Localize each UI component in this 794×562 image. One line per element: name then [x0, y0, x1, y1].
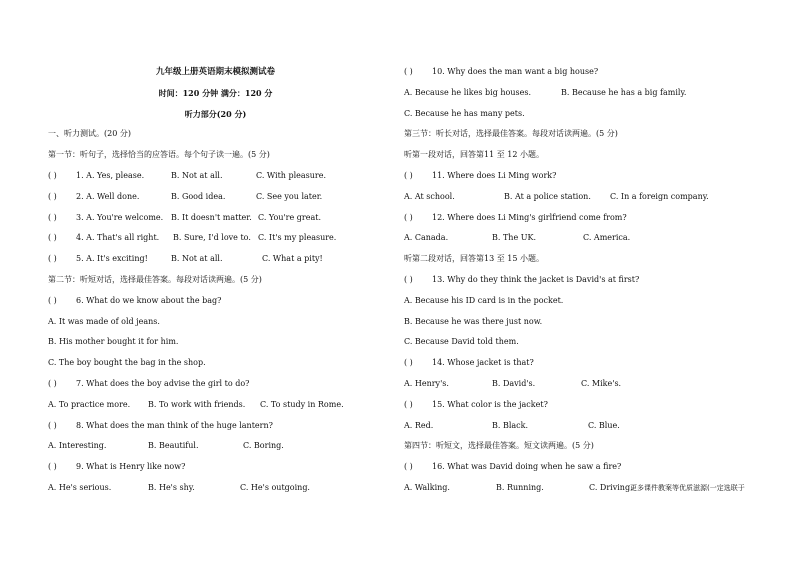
option-b: B. At a police station.	[504, 191, 591, 201]
q13-option-b: B. Because he was there just now.	[404, 316, 543, 326]
option-a: A. Because he likes big houses.	[404, 87, 531, 97]
option-b: B. Good idea.	[171, 191, 226, 201]
question-13	[404, 270, 764, 291]
option-b: B. Not at all.	[171, 170, 223, 180]
time-score-line: 时间：120 分钟 满分：120 分	[158, 87, 273, 98]
question-6	[48, 291, 383, 312]
option-b: B. Black.	[492, 420, 529, 430]
question-stem: 16. What was David doing when he saw a fire?	[432, 462, 622, 472]
answer-paren: ( )	[48, 254, 57, 264]
option-c: C. In a foreign company.	[610, 191, 709, 201]
question-3	[48, 208, 383, 229]
answer-paren: ( )	[404, 358, 413, 368]
question-stem: 14. Whose jacket is that?	[432, 358, 534, 368]
q15-options	[404, 416, 764, 437]
option-c: C. What a pity!	[262, 254, 323, 264]
option-a: A. He's serious.	[48, 482, 112, 492]
question-stem: 9. What is Henry like now?	[76, 462, 186, 472]
part1-heading: 一、听力测试。(20 分)	[48, 129, 131, 139]
question-10	[404, 62, 764, 83]
option-c: C. Driving.	[589, 482, 633, 492]
q13-option-a: A. Because his ID card is in the pocket.	[404, 295, 564, 305]
option-b: B. David's.	[492, 378, 536, 388]
exam-title: 九年级上册英语期末模拟测试卷	[155, 67, 275, 77]
q6-option-b: B. His mother bought it for him.	[48, 337, 179, 347]
dialog1-intro: 听第一段对话，回答第11 至 12 小题。	[404, 150, 544, 160]
option-c: C. America.	[583, 233, 631, 243]
question-5	[48, 249, 383, 270]
listening-section-heading: 听力部分(20 分)	[184, 108, 247, 119]
option-a: 5. A. It's exciting!	[76, 254, 148, 264]
answer-paren: ( )	[48, 233, 57, 243]
option-a: A. To practice more.	[48, 399, 131, 409]
q14-options	[404, 374, 764, 395]
option-b: B. He's shy.	[148, 482, 195, 492]
option-c: C. To study in Rome.	[260, 399, 344, 409]
q9-options	[48, 478, 383, 499]
answer-paren: ( )	[404, 212, 413, 222]
question-stem: 6. What do we know about the bag?	[76, 295, 222, 305]
option-a: A. Interesting.	[48, 441, 107, 451]
right-column	[404, 62, 764, 499]
option-c: C. He's outgoing.	[240, 482, 310, 492]
section2-intro: 第二节：听短对话，选择最佳答案。每段对话读两遍。(5 分)	[48, 274, 262, 284]
section1-intro: 第一节：听句子，选择恰当的应答语。每个句子读一遍。(5 分)	[48, 150, 270, 160]
q10-options-ab	[404, 83, 764, 104]
question-11	[404, 166, 764, 187]
question-1	[48, 166, 383, 187]
option-b: B. Not at all.	[171, 254, 223, 264]
answer-paren: ( )	[48, 420, 57, 430]
option-a: 1. A. Yes, please.	[76, 170, 145, 180]
question-2	[48, 187, 383, 208]
question-stem: 8. What does the man think of the huge lantern?	[76, 420, 273, 430]
q8-options	[48, 436, 383, 457]
option-c: C. You're great.	[258, 212, 321, 222]
option-a: 2. A. Well done.	[76, 191, 140, 201]
question-stem: 11. Where does Li Ming work?	[432, 170, 557, 180]
question-9	[48, 457, 383, 478]
option-a: A. Henry's.	[404, 378, 449, 388]
q10-option-c: C. Because he has many pets.	[404, 108, 525, 118]
question-8	[48, 416, 383, 437]
q6-option-a: A. It was made of old jeans.	[48, 316, 160, 326]
answer-paren: ( )	[404, 170, 413, 180]
option-c: C. See you later.	[256, 191, 323, 201]
section3-intro: 第三节：听长对话，选择最佳答案。每段对话读两遍。(5 分)	[404, 129, 618, 139]
answer-paren: ( )	[404, 67, 413, 76]
q7-options	[48, 395, 383, 416]
q12-options	[404, 228, 764, 249]
option-c: C. With pleasure.	[256, 170, 327, 180]
answer-paren: ( )	[48, 295, 57, 305]
option-a: 3. A. You're welcome.	[76, 212, 164, 222]
promo-note: 更多课件教案等优质滋源(一定选联于	[630, 483, 745, 492]
answer-paren: ( )	[48, 378, 57, 388]
question-14	[404, 353, 764, 374]
option-a: A. Red.	[404, 420, 434, 430]
question-stem: 13. Why do they think the jacket is David's at first?	[432, 274, 640, 284]
option-b: B. Running.	[496, 482, 544, 492]
option-a: A. At school.	[404, 191, 455, 201]
question-12	[404, 208, 764, 229]
answer-paren: ( )	[404, 399, 413, 409]
option-b: B. It doesn't matter.	[171, 212, 252, 222]
option-c: C. Boring.	[243, 441, 284, 451]
q13-option-c: C. Because David told them.	[404, 337, 519, 347]
option-a: 4. A. That's all right.	[76, 233, 160, 243]
answer-paren: ( )	[48, 462, 57, 472]
q6-option-c: C. The boy bought the bag in the shop.	[48, 358, 206, 368]
question-16	[404, 457, 764, 478]
question-7	[48, 374, 383, 395]
option-b: B. Because he has a big family.	[561, 87, 687, 97]
section4-intro: 第四节：听短文，选择最佳答案。短文读两遍。(5 分)	[404, 441, 594, 451]
option-a: A. Walking.	[404, 482, 450, 492]
left-column	[48, 62, 383, 499]
question-stem: 12. Where does Li Ming's girlfriend come from?	[432, 212, 627, 222]
dialog2-intro: 听第二段对话，回答第13 至 15 小题。	[404, 254, 544, 264]
answer-paren: ( )	[48, 170, 57, 180]
question-4	[48, 228, 383, 249]
option-c: C. It's my pleasure.	[258, 233, 337, 243]
question-stem: 10. Why does the man want a big house?	[432, 67, 599, 76]
answer-paren: ( )	[404, 274, 413, 284]
option-b: B. Sure, I'd love to.	[173, 233, 251, 243]
question-stem: 15. What color is the jacket?	[432, 399, 548, 409]
option-b: B. Beautiful.	[148, 441, 199, 451]
q11-options	[404, 187, 764, 208]
answer-paren: ( )	[48, 191, 57, 201]
option-c: C. Mike's.	[581, 378, 622, 388]
question-stem: 7. What does the boy advise the girl to do?	[76, 378, 250, 388]
option-c: C. Blue.	[588, 420, 620, 430]
answer-paren: ( )	[404, 462, 413, 472]
option-b: B. To work with friends.	[148, 399, 246, 409]
answer-paren: ( )	[48, 212, 57, 222]
option-b: B. The UK.	[492, 233, 536, 243]
question-15	[404, 395, 764, 416]
option-a: A. Canada.	[404, 233, 449, 243]
q16-options	[404, 478, 764, 499]
